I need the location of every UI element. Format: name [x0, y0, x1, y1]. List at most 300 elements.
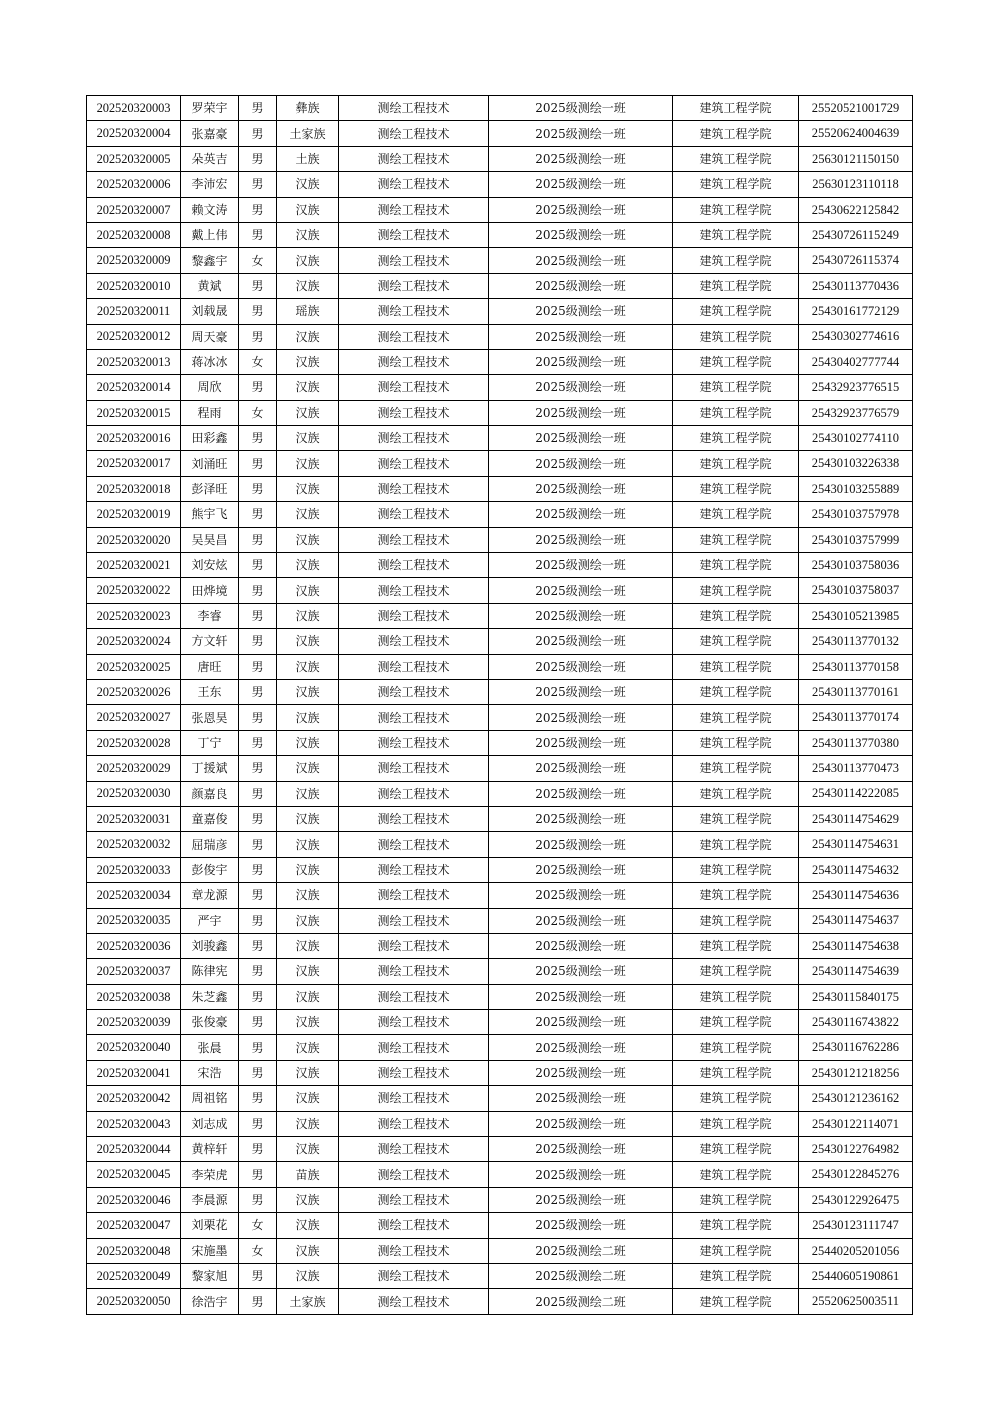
gender-cell: 男 [239, 679, 277, 704]
student-name-cell: 张晨 [181, 1035, 239, 1060]
major-cell: 测绘工程技术 [339, 324, 489, 349]
ethnicity-cell: 汉族 [277, 883, 339, 908]
ethnicity-cell: 土家族 [277, 1289, 339, 1314]
college-cell: 建筑工程学院 [673, 324, 799, 349]
class-cell: 2025级测绘一班 [489, 172, 673, 197]
college-cell: 建筑工程学院 [673, 1086, 799, 1111]
table-row [87, 121, 913, 146]
student-name-cell: 张嘉豪 [181, 121, 239, 146]
student-name-cell: 陈律宪 [181, 959, 239, 984]
student-id-cell: 202520320032 [87, 832, 181, 857]
major-cell: 测绘工程技术 [339, 908, 489, 933]
gender-cell: 男 [239, 857, 277, 882]
exam-number-cell: 25430113770174 [799, 705, 913, 730]
table-row [87, 984, 913, 1009]
table-row [87, 96, 913, 121]
major-cell: 测绘工程技术 [339, 1010, 489, 1035]
student-name-cell: 熊宇飞 [181, 502, 239, 527]
ethnicity-cell: 汉族 [277, 959, 339, 984]
exam-number-cell: 25430114222085 [799, 781, 913, 806]
class-cell: 2025级测绘一班 [489, 273, 673, 298]
ethnicity-cell: 汉族 [277, 1035, 339, 1060]
ethnicity-cell: 汉族 [277, 933, 339, 958]
ethnicity-cell: 汉族 [277, 603, 339, 628]
exam-number-cell: 25440205201056 [799, 1238, 913, 1263]
exam-number-cell: 25430103757978 [799, 502, 913, 527]
student-name-cell: 罗荣宇 [181, 96, 239, 121]
gender-cell: 男 [239, 1035, 277, 1060]
ethnicity-cell: 汉族 [277, 451, 339, 476]
student-id-cell: 202520320026 [87, 679, 181, 704]
major-cell: 测绘工程技术 [339, 121, 489, 146]
table-row [87, 883, 913, 908]
table-row [87, 1238, 913, 1263]
table-row [87, 705, 913, 730]
class-cell: 2025级测绘一班 [489, 857, 673, 882]
major-cell: 测绘工程技术 [339, 400, 489, 425]
student-name-cell: 周欣 [181, 375, 239, 400]
gender-cell: 男 [239, 781, 277, 806]
student-name-cell: 朵英吉 [181, 146, 239, 171]
class-cell: 2025级测绘一班 [489, 1213, 673, 1238]
college-cell: 建筑工程学院 [673, 1137, 799, 1162]
table-row [87, 1010, 913, 1035]
student-id-cell: 202520320018 [87, 476, 181, 501]
student-name-cell: 刘涌旺 [181, 451, 239, 476]
college-cell: 建筑工程学院 [673, 1238, 799, 1263]
table-row [87, 1263, 913, 1288]
exam-number-cell: 25520521001729 [799, 96, 913, 121]
major-cell: 测绘工程技术 [339, 273, 489, 298]
college-cell: 建筑工程学院 [673, 146, 799, 171]
class-cell: 2025级测绘一班 [489, 933, 673, 958]
student-id-cell: 202520320039 [87, 1010, 181, 1035]
ethnicity-cell: 汉族 [277, 908, 339, 933]
college-cell: 建筑工程学院 [673, 121, 799, 146]
exam-number-cell: 25430622125842 [799, 197, 913, 222]
ethnicity-cell: 汉族 [277, 1086, 339, 1111]
table-row [87, 1162, 913, 1187]
gender-cell: 女 [239, 248, 277, 273]
college-cell: 建筑工程学院 [673, 172, 799, 197]
college-cell: 建筑工程学院 [673, 222, 799, 247]
class-cell: 2025级测绘一班 [489, 629, 673, 654]
class-cell: 2025级测绘一班 [489, 121, 673, 146]
class-cell: 2025级测绘一班 [489, 146, 673, 171]
gender-cell: 男 [239, 908, 277, 933]
gender-cell: 男 [239, 730, 277, 755]
table-row [87, 1137, 913, 1162]
gender-cell: 男 [239, 96, 277, 121]
major-cell: 测绘工程技术 [339, 426, 489, 451]
class-cell: 2025级测绘二班 [489, 1263, 673, 1288]
college-cell: 建筑工程学院 [673, 705, 799, 730]
ethnicity-cell: 汉族 [277, 222, 339, 247]
class-cell: 2025级测绘一班 [489, 1111, 673, 1136]
ethnicity-cell: 汉族 [277, 349, 339, 374]
gender-cell: 女 [239, 400, 277, 425]
exam-number-cell: 25430726115249 [799, 222, 913, 247]
ethnicity-cell: 汉族 [277, 705, 339, 730]
gender-cell: 男 [239, 426, 277, 451]
student-id-cell: 202520320017 [87, 451, 181, 476]
student-id-cell: 202520320048 [87, 1238, 181, 1263]
exam-number-cell: 25430122926475 [799, 1187, 913, 1212]
student-name-cell: 丁宁 [181, 730, 239, 755]
class-cell: 2025级测绘一班 [489, 1086, 673, 1111]
ethnicity-cell: 苗族 [277, 1162, 339, 1187]
class-cell: 2025级测绘一班 [489, 1187, 673, 1212]
ethnicity-cell: 汉族 [277, 654, 339, 679]
exam-number-cell: 25430121218256 [799, 1060, 913, 1085]
gender-cell: 男 [239, 451, 277, 476]
college-cell: 建筑工程学院 [673, 781, 799, 806]
table-row [87, 933, 913, 958]
gender-cell: 男 [239, 273, 277, 298]
ethnicity-cell: 汉族 [277, 502, 339, 527]
student-id-cell: 202520320025 [87, 654, 181, 679]
major-cell: 测绘工程技术 [339, 933, 489, 958]
student-id-cell: 202520320042 [87, 1086, 181, 1111]
major-cell: 测绘工程技术 [339, 527, 489, 552]
gender-cell: 男 [239, 222, 277, 247]
college-cell: 建筑工程学院 [673, 832, 799, 857]
college-cell: 建筑工程学院 [673, 578, 799, 603]
table-row [87, 756, 913, 781]
gender-cell: 男 [239, 883, 277, 908]
college-cell: 建筑工程学院 [673, 375, 799, 400]
major-cell: 测绘工程技术 [339, 1187, 489, 1212]
table-row [87, 426, 913, 451]
gender-cell: 男 [239, 1010, 277, 1035]
college-cell: 建筑工程学院 [673, 248, 799, 273]
table-row [87, 273, 913, 298]
table-row [87, 806, 913, 831]
ethnicity-cell: 汉族 [277, 1137, 339, 1162]
gender-cell: 男 [239, 578, 277, 603]
major-cell: 测绘工程技术 [339, 984, 489, 1009]
college-cell: 建筑工程学院 [673, 883, 799, 908]
college-cell: 建筑工程学院 [673, 1289, 799, 1314]
major-cell: 测绘工程技术 [339, 705, 489, 730]
gender-cell: 男 [239, 324, 277, 349]
class-cell: 2025级测绘一班 [489, 603, 673, 628]
college-cell: 建筑工程学院 [673, 908, 799, 933]
student-id-cell: 202520320036 [87, 933, 181, 958]
major-cell: 测绘工程技术 [339, 1060, 489, 1085]
student-name-cell: 周祖铭 [181, 1086, 239, 1111]
college-cell: 建筑工程学院 [673, 1162, 799, 1187]
gender-cell: 男 [239, 121, 277, 146]
exam-number-cell: 25430114754639 [799, 959, 913, 984]
college-cell: 建筑工程学院 [673, 654, 799, 679]
class-cell: 2025级测绘一班 [489, 299, 673, 324]
college-cell: 建筑工程学院 [673, 400, 799, 425]
student-name-cell: 彭俊宇 [181, 857, 239, 882]
ethnicity-cell: 汉族 [277, 553, 339, 578]
college-cell: 建筑工程学院 [673, 679, 799, 704]
gender-cell: 女 [239, 1238, 277, 1263]
exam-number-cell: 25432923776515 [799, 375, 913, 400]
college-cell: 建筑工程学院 [673, 959, 799, 984]
class-cell: 2025级测绘一班 [489, 426, 673, 451]
class-cell: 2025级测绘一班 [489, 832, 673, 857]
ethnicity-cell: 汉族 [277, 1010, 339, 1035]
gender-cell: 男 [239, 1086, 277, 1111]
college-cell: 建筑工程学院 [673, 1035, 799, 1060]
student-id-cell: 202520320045 [87, 1162, 181, 1187]
major-cell: 测绘工程技术 [339, 1035, 489, 1060]
gender-cell: 男 [239, 756, 277, 781]
gender-cell: 男 [239, 832, 277, 857]
ethnicity-cell: 汉族 [277, 756, 339, 781]
gender-cell: 男 [239, 603, 277, 628]
ethnicity-cell: 汉族 [277, 197, 339, 222]
student-id-cell: 202520320007 [87, 197, 181, 222]
student-name-cell: 刘栗花 [181, 1213, 239, 1238]
table-row [87, 1213, 913, 1238]
table-row [87, 172, 913, 197]
class-cell: 2025级测绘一班 [489, 349, 673, 374]
student-id-cell: 202520320049 [87, 1263, 181, 1288]
class-cell: 2025级测绘二班 [489, 1289, 673, 1314]
ethnicity-cell: 汉族 [277, 629, 339, 654]
table-row [87, 553, 913, 578]
student-name-cell: 吴昊昌 [181, 527, 239, 552]
class-cell: 2025级测绘一班 [489, 1137, 673, 1162]
exam-number-cell: 25440605190861 [799, 1263, 913, 1288]
class-cell: 2025级测绘一班 [489, 1010, 673, 1035]
table-row [87, 248, 913, 273]
major-cell: 测绘工程技术 [339, 146, 489, 171]
ethnicity-cell: 土族 [277, 146, 339, 171]
gender-cell: 男 [239, 146, 277, 171]
ethnicity-cell: 汉族 [277, 781, 339, 806]
student-name-cell: 戴上伟 [181, 222, 239, 247]
class-cell: 2025级测绘一班 [489, 756, 673, 781]
college-cell: 建筑工程学院 [673, 553, 799, 578]
college-cell: 建筑工程学院 [673, 1010, 799, 1035]
major-cell: 测绘工程技术 [339, 654, 489, 679]
ethnicity-cell: 汉族 [277, 1187, 339, 1212]
class-cell: 2025级测绘一班 [489, 705, 673, 730]
ethnicity-cell: 汉族 [277, 476, 339, 501]
exam-number-cell: 25430103758036 [799, 553, 913, 578]
exam-number-cell: 25430103255889 [799, 476, 913, 501]
student-name-cell: 童嘉俊 [181, 806, 239, 831]
college-cell: 建筑工程学院 [673, 96, 799, 121]
table-row [87, 502, 913, 527]
student-name-cell: 朱芝鑫 [181, 984, 239, 1009]
major-cell: 测绘工程技术 [339, 1162, 489, 1187]
table-row [87, 527, 913, 552]
exam-number-cell: 25430114754638 [799, 933, 913, 958]
gender-cell: 女 [239, 1213, 277, 1238]
table-row [87, 1111, 913, 1136]
class-cell: 2025级测绘一班 [489, 375, 673, 400]
major-cell: 测绘工程技术 [339, 578, 489, 603]
student-id-cell: 202520320006 [87, 172, 181, 197]
class-cell: 2025级测绘一班 [489, 730, 673, 755]
exam-number-cell: 25630123110118 [799, 172, 913, 197]
college-cell: 建筑工程学院 [673, 730, 799, 755]
gender-cell: 男 [239, 527, 277, 552]
exam-number-cell: 25430114754632 [799, 857, 913, 882]
student-name-cell: 丁援斌 [181, 756, 239, 781]
gender-cell: 男 [239, 984, 277, 1009]
student-name-cell: 李晨源 [181, 1187, 239, 1212]
student-id-cell: 202520320016 [87, 426, 181, 451]
major-cell: 测绘工程技术 [339, 629, 489, 654]
major-cell: 测绘工程技术 [339, 299, 489, 324]
student-name-cell: 严宇 [181, 908, 239, 933]
student-name-cell: 赖文涛 [181, 197, 239, 222]
major-cell: 测绘工程技术 [339, 248, 489, 273]
student-id-cell: 202520320022 [87, 578, 181, 603]
exam-number-cell: 25430114754631 [799, 832, 913, 857]
exam-number-cell: 25430122764982 [799, 1137, 913, 1162]
student-name-cell: 黎家旭 [181, 1263, 239, 1288]
student-name-cell: 李睿 [181, 603, 239, 628]
ethnicity-cell: 汉族 [277, 806, 339, 831]
student-name-cell: 黄梓轩 [181, 1137, 239, 1162]
student-name-cell: 张恩昊 [181, 705, 239, 730]
exam-number-cell: 25430115840175 [799, 984, 913, 1009]
gender-cell: 男 [239, 705, 277, 730]
student-name-cell: 王东 [181, 679, 239, 704]
major-cell: 测绘工程技术 [339, 1263, 489, 1288]
class-cell: 2025级测绘一班 [489, 222, 673, 247]
table-row [87, 578, 913, 603]
major-cell: 测绘工程技术 [339, 730, 489, 755]
student-id-cell: 202520320035 [87, 908, 181, 933]
exam-number-cell: 25430123111747 [799, 1213, 913, 1238]
major-cell: 测绘工程技术 [339, 959, 489, 984]
exam-number-cell: 25430114754637 [799, 908, 913, 933]
ethnicity-cell: 汉族 [277, 1060, 339, 1085]
major-cell: 测绘工程技术 [339, 349, 489, 374]
major-cell: 测绘工程技术 [339, 1289, 489, 1314]
table-row [87, 375, 913, 400]
student-id-cell: 202520320029 [87, 756, 181, 781]
student-id-cell: 202520320040 [87, 1035, 181, 1060]
ethnicity-cell: 汉族 [277, 248, 339, 273]
major-cell: 测绘工程技术 [339, 756, 489, 781]
student-name-cell: 唐旺 [181, 654, 239, 679]
class-cell: 2025级测绘一班 [489, 324, 673, 349]
college-cell: 建筑工程学院 [673, 349, 799, 374]
class-cell: 2025级测绘一班 [489, 451, 673, 476]
major-cell: 测绘工程技术 [339, 679, 489, 704]
class-cell: 2025级测绘一班 [489, 959, 673, 984]
gender-cell: 男 [239, 629, 277, 654]
student-id-cell: 202520320044 [87, 1137, 181, 1162]
major-cell: 测绘工程技术 [339, 553, 489, 578]
student-name-cell: 宋浩 [181, 1060, 239, 1085]
exam-number-cell: 25430113770158 [799, 654, 913, 679]
table-row [87, 959, 913, 984]
student-id-cell: 202520320030 [87, 781, 181, 806]
ethnicity-cell: 汉族 [277, 1238, 339, 1263]
student-name-cell: 刘骏鑫 [181, 933, 239, 958]
student-name-cell: 屈瑞彦 [181, 832, 239, 857]
gender-cell: 男 [239, 959, 277, 984]
college-cell: 建筑工程学院 [673, 273, 799, 298]
table-row [87, 857, 913, 882]
exam-number-cell: 25430113770380 [799, 730, 913, 755]
college-cell: 建筑工程学院 [673, 1187, 799, 1212]
college-cell: 建筑工程学院 [673, 629, 799, 654]
table-row [87, 908, 913, 933]
student-name-cell: 彭泽旺 [181, 476, 239, 501]
table-row [87, 324, 913, 349]
table-row [87, 832, 913, 857]
class-cell: 2025级测绘一班 [489, 553, 673, 578]
gender-cell: 男 [239, 502, 277, 527]
gender-cell: 男 [239, 197, 277, 222]
table-row [87, 222, 913, 247]
major-cell: 测绘工程技术 [339, 806, 489, 831]
exam-number-cell: 25430103757999 [799, 527, 913, 552]
college-cell: 建筑工程学院 [673, 502, 799, 527]
major-cell: 测绘工程技术 [339, 222, 489, 247]
student-id-cell: 202520320024 [87, 629, 181, 654]
exam-number-cell: 25520624004639 [799, 121, 913, 146]
college-cell: 建筑工程学院 [673, 806, 799, 831]
student-id-cell: 202520320009 [87, 248, 181, 273]
ethnicity-cell: 土家族 [277, 121, 339, 146]
student-id-cell: 202520320028 [87, 730, 181, 755]
ethnicity-cell: 瑶族 [277, 299, 339, 324]
major-cell: 测绘工程技术 [339, 1086, 489, 1111]
class-cell: 2025级测绘一班 [489, 806, 673, 831]
student-name-cell: 李荣虎 [181, 1162, 239, 1187]
student-name-cell: 方文轩 [181, 629, 239, 654]
table-row [87, 629, 913, 654]
college-cell: 建筑工程学院 [673, 984, 799, 1009]
gender-cell: 男 [239, 299, 277, 324]
gender-cell: 男 [239, 172, 277, 197]
class-cell: 2025级测绘一班 [489, 654, 673, 679]
college-cell: 建筑工程学院 [673, 476, 799, 501]
student-name-cell: 刘载晟 [181, 299, 239, 324]
table-row [87, 730, 913, 755]
student-id-cell: 202520320019 [87, 502, 181, 527]
ethnicity-cell: 汉族 [277, 375, 339, 400]
major-cell: 测绘工程技术 [339, 502, 489, 527]
major-cell: 测绘工程技术 [339, 1238, 489, 1263]
exam-number-cell: 25430121236162 [799, 1086, 913, 1111]
exam-number-cell: 25430113770132 [799, 629, 913, 654]
student-id-cell: 202520320038 [87, 984, 181, 1009]
ethnicity-cell: 汉族 [277, 324, 339, 349]
ethnicity-cell: 汉族 [277, 984, 339, 1009]
table-row [87, 451, 913, 476]
student-id-cell: 202520320047 [87, 1213, 181, 1238]
table-row [87, 1035, 913, 1060]
college-cell: 建筑工程学院 [673, 527, 799, 552]
student-name-cell: 李沛宏 [181, 172, 239, 197]
student-id-cell: 202520320003 [87, 96, 181, 121]
class-cell: 2025级测绘一班 [489, 908, 673, 933]
table-row [87, 1289, 913, 1314]
ethnicity-cell: 汉族 [277, 578, 339, 603]
exam-number-cell: 25430116762286 [799, 1035, 913, 1060]
ethnicity-cell: 汉族 [277, 857, 339, 882]
class-cell: 2025级测绘一班 [489, 1060, 673, 1085]
ethnicity-cell: 汉族 [277, 400, 339, 425]
student-id-cell: 202520320041 [87, 1060, 181, 1085]
